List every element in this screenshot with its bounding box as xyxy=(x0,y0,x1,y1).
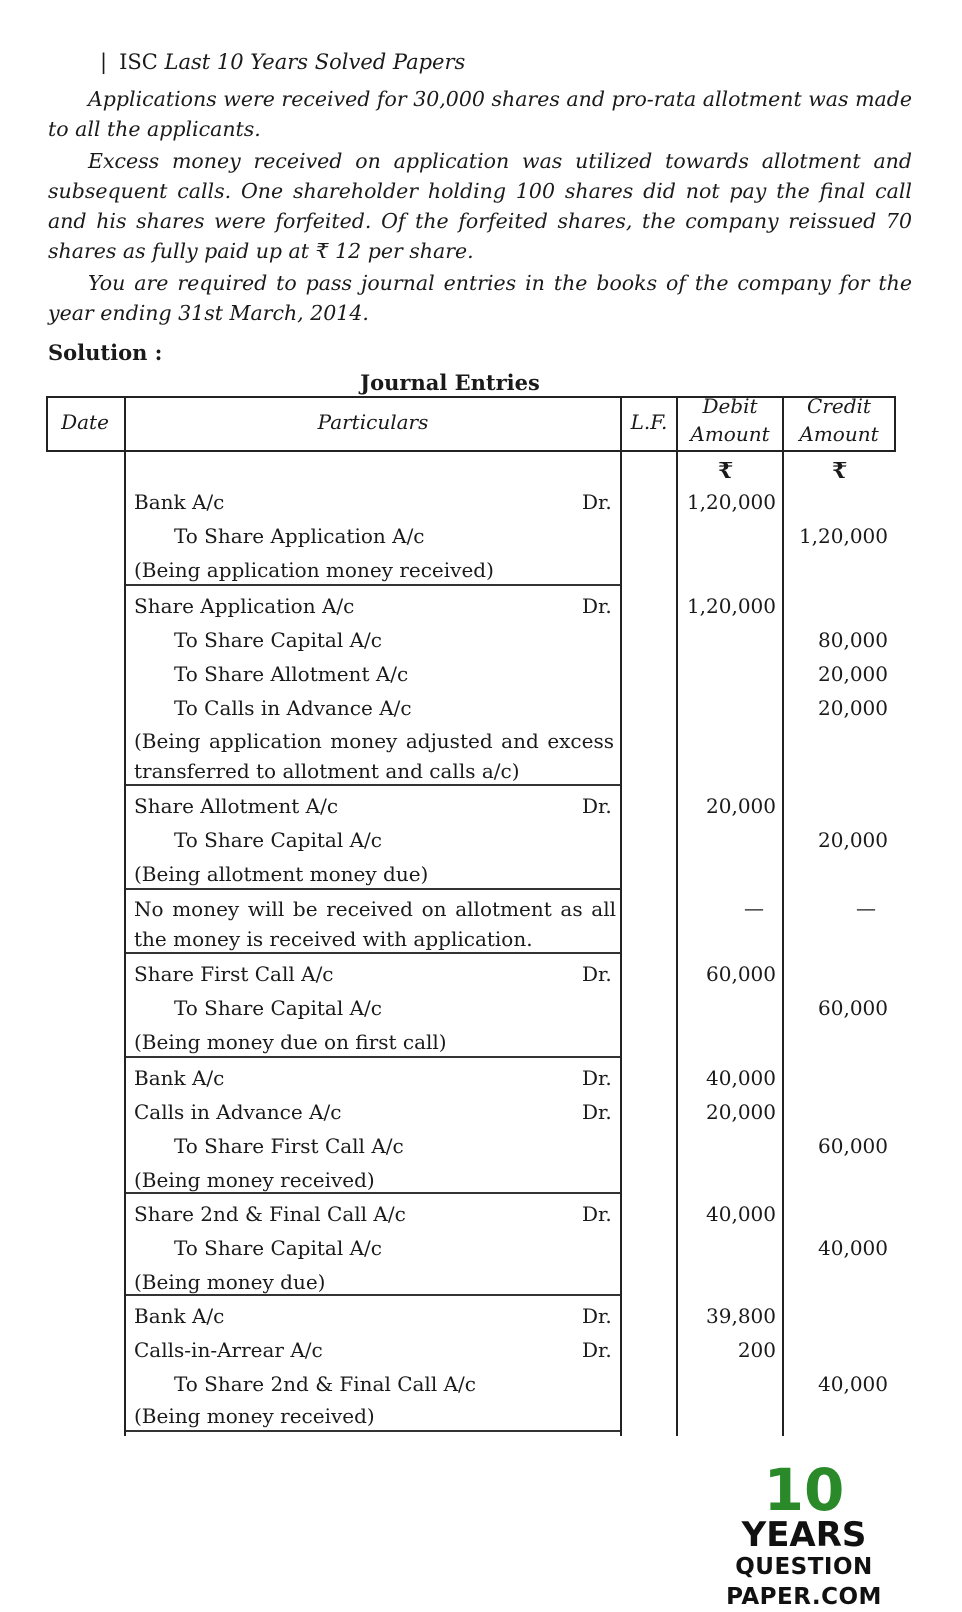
account-name: Calls in Advance A/c xyxy=(134,1100,342,1124)
account-name: To Share First Call A/c xyxy=(174,1134,404,1158)
dr-label: Dr. xyxy=(582,1202,612,1226)
col-debit xyxy=(678,392,782,448)
table-bottom-rule xyxy=(126,1430,620,1432)
col-debit-line2: Amount xyxy=(690,422,770,446)
narration: (Being application money received) xyxy=(134,558,494,582)
debit-amount: 60,000 xyxy=(706,962,776,986)
account-name: Calls-in-Arrear A/c xyxy=(134,1338,323,1362)
dr-label: Dr. xyxy=(582,490,612,514)
credit-amount: 20,000 xyxy=(818,828,888,852)
question-paragraph-1: Applications were received for 30,000 shares and pro-rata allotment was made to all the applicants. xyxy=(48,87,912,141)
col-date: Date xyxy=(61,410,109,434)
journal-title: Journal Entries xyxy=(360,370,540,395)
credit-amount: 80,000 xyxy=(818,628,888,652)
debit-amount: — xyxy=(744,896,764,920)
credit-amount: — xyxy=(856,896,876,920)
account-name: To Share Capital A/c xyxy=(174,1236,382,1260)
account-name: To Share 2nd & Final Call A/c xyxy=(174,1372,476,1396)
credit-amount: 1,20,000 xyxy=(798,524,888,548)
header-bottom-rule xyxy=(46,450,894,452)
account-name: To Calls in Advance A/c xyxy=(174,696,412,720)
journal-table xyxy=(46,396,914,1466)
col-credit xyxy=(784,392,894,448)
entry-separator xyxy=(126,584,620,586)
question-paragraph-2: Excess money received on application was utilized towards allotment and subsequent calls. One shareholder holding 100 shares did not pay the final call and his shares were forfeited. Of the forfeited shares, the company reissued 70 shares as fully paid up at ₹ 12 per share. xyxy=(48,149,912,263)
debit-amount: 20,000 xyxy=(706,1100,776,1124)
credit-rupee-symbol: ₹ xyxy=(832,458,848,484)
col-credit-line1: Credit xyxy=(807,394,871,418)
account-name: Share Allotment A/c xyxy=(134,794,339,818)
narration: (Being allotment money due) xyxy=(134,862,429,886)
account-name: To Share Capital A/c xyxy=(174,628,382,652)
solution-label: Solution : xyxy=(48,340,163,365)
narration: (Being money due on first call) xyxy=(134,1030,447,1054)
entry-separator xyxy=(126,1056,620,1058)
header-prefix: ISC xyxy=(119,50,158,74)
credit-amount: 20,000 xyxy=(818,696,888,720)
table-right-rule xyxy=(894,396,896,452)
narration: (Being money due) xyxy=(134,1270,326,1294)
debit-amount: 1,20,000 xyxy=(686,594,776,618)
account-name: Bank A/c xyxy=(134,1066,225,1090)
site-logo xyxy=(694,1456,914,1612)
debit-amount: 1,20,000 xyxy=(686,490,776,514)
header-title: Last 10 Years Solved Papers xyxy=(164,50,466,74)
dr-label: Dr. xyxy=(582,794,612,818)
credit-amount: 40,000 xyxy=(818,1236,888,1260)
page-header xyxy=(100,50,465,74)
account-name: To Share Capital A/c xyxy=(174,996,382,1020)
debit-amount: 39,800 xyxy=(706,1304,776,1328)
credit-amount: 40,000 xyxy=(818,1372,888,1396)
credit-amount: 60,000 xyxy=(818,1134,888,1158)
account-name: Share Application A/c xyxy=(134,594,355,618)
logo-number: 10 xyxy=(763,1456,845,1524)
dr-label: Dr. xyxy=(582,1338,612,1362)
col-lf: L.F. xyxy=(630,410,668,434)
logo-line1: YEARS xyxy=(741,1515,867,1555)
entry-separator xyxy=(126,888,620,890)
dr-label: Dr. xyxy=(582,594,612,618)
dr-label: Dr. xyxy=(582,1304,612,1328)
col-particulars: Particulars xyxy=(317,410,429,434)
dr-label: Dr. xyxy=(582,1100,612,1124)
narration: (Being money received) xyxy=(134,1404,375,1428)
dr-label: Dr. xyxy=(582,962,612,986)
account-name: To Share Allotment A/c xyxy=(174,662,409,686)
narration: (Being money received) xyxy=(134,1168,375,1192)
account-name: To Share Application A/c xyxy=(174,524,425,548)
col-debit-line1: Debit xyxy=(702,394,758,418)
debit-amount: 200 xyxy=(737,1338,776,1362)
allotment-note: No money will be received on allotment as all the money is received with application. xyxy=(134,897,616,951)
debit-amount: 40,000 xyxy=(706,1202,776,1226)
question-paragraph-3: You are required to pass journal entries in the books of the company for the year ending 31st March, 2014. xyxy=(48,271,912,325)
logo-line2: QUESTION PAPER.COM xyxy=(726,1554,882,1610)
credit-amount: 20,000 xyxy=(818,662,888,686)
entry-separator xyxy=(126,1192,620,1194)
debit-amount: 40,000 xyxy=(706,1066,776,1090)
header-separator: | xyxy=(100,50,108,74)
debit-rupee-symbol: ₹ xyxy=(718,458,734,484)
debit-amount: 20,000 xyxy=(706,794,776,818)
date-col-rule xyxy=(124,396,126,1436)
account-name: Share First Call A/c xyxy=(134,962,334,986)
credit-amount: 60,000 xyxy=(818,996,888,1020)
narration: (Being application money adjusted and excess transferred to allotment and calls a/c) xyxy=(134,729,614,783)
dr-label: Dr. xyxy=(582,1066,612,1090)
col-credit-line2: Amount xyxy=(799,422,879,446)
entry-separator xyxy=(126,1294,620,1296)
particulars-col-rule xyxy=(620,396,622,1436)
account-name: Share 2nd & Final Call A/c xyxy=(134,1202,406,1226)
account-name: Bank A/c xyxy=(134,490,225,514)
account-name: To Share Capital A/c xyxy=(174,828,382,852)
account-name: Bank A/c xyxy=(134,1304,225,1328)
